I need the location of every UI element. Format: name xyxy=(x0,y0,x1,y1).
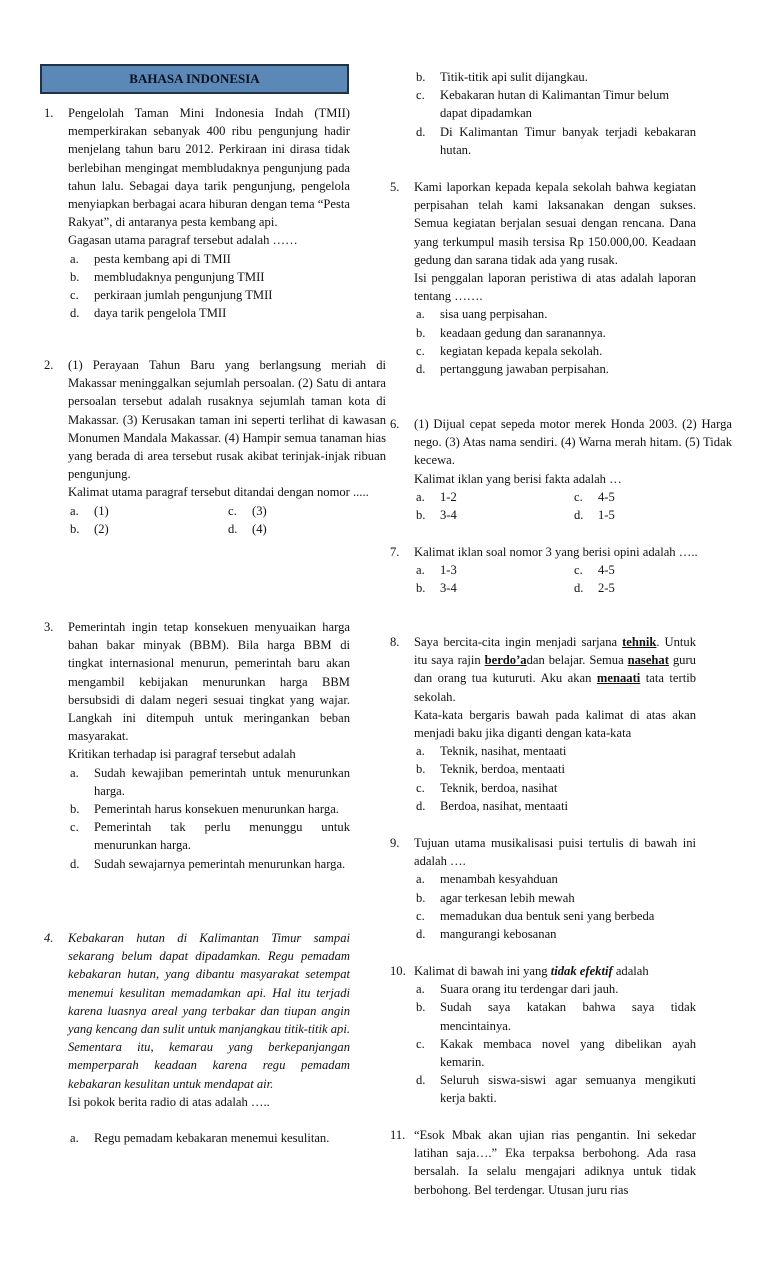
question-number: 7. xyxy=(390,545,400,559)
option-a[interactable]: a. 1-3 xyxy=(416,563,457,578)
option-c[interactable]: c. 4-5 xyxy=(574,489,615,504)
underlined-word-3: nasehat xyxy=(627,653,669,668)
question-prompt: Kalimat utama paragraf tersebut ditandai dengan nomor ..... xyxy=(68,485,369,500)
question-number: 11. xyxy=(390,1128,406,1142)
question-prompt: Kritikan terhadap isi paragraf tersebut adalah xyxy=(68,747,296,762)
option-a[interactable]: a. sisa uang perpisahan. xyxy=(416,307,548,322)
option-a[interactable]: a. pesta kembang api di TMII xyxy=(70,251,231,266)
option-b[interactable]: b. keadaan gedung dan saranannya. xyxy=(416,325,606,340)
question-number: 1. xyxy=(44,106,54,120)
question-10 xyxy=(390,962,696,1108)
option-c[interactable]: c. Teknik, berdoa, nasihat xyxy=(416,780,558,795)
option-d[interactable]: d. mangurangi kebosanan xyxy=(416,927,557,942)
question-prompt: Isi pokok berita radio di atas adalah ….. xyxy=(68,1094,270,1109)
question-4 xyxy=(44,929,350,1147)
option-c[interactable]: c. Pemerintah tak perlu menunggu untuk menurunkan harga. xyxy=(70,820,350,853)
question-prompt: Kalimat iklan yang berisi fakta adalah … xyxy=(414,471,622,486)
option-d[interactable]: d. Berdoa, nasihat, mentaati xyxy=(416,798,568,813)
question-prompt: Isi penggalan laporan peristiwa di atas adalah laporan tentang ……. xyxy=(414,271,696,304)
question-paragraph: (1) Perayaan Tahun Baru yang berlangsung meriah di Makassar meninggalkan sejumlah persoalan. (2) Satu di antara persoalan tersebut adalah rusaknya sejumlah taman kota di Makassar. (3) Kerusakan taman ini seperti terlihat di kawasan Monumen Mandala Makassar. (4) Hampir semua tanaman hias yang berada di area tersebut rusak akibat terinjak-injak ribuan pengunjung. xyxy=(68,358,386,482)
option-c[interactable]: c. kegiatan kepada kepala sekolah. xyxy=(416,343,603,358)
question-paragraph: Saya bercita-cita ingin menjadi sarjana tehnik. Untuk itu saya rajin berdo’adan belajar. Semua nasehat guru dan orang tua kuturuti. Aku akan menaati tata tertib sekolah. xyxy=(414,635,697,704)
options-row-2 xyxy=(68,520,386,538)
option-c[interactable]: c. memadukan dua bentuk seni yang berbeda xyxy=(416,908,655,923)
option-b[interactable]: b. agar terkesan lebih mewah xyxy=(416,890,575,905)
option-c[interactable]: c. (3) xyxy=(228,503,267,518)
option-c[interactable]: c. 4-5 xyxy=(574,563,615,578)
option-a[interactable]: a. Suara orang itu terdengar dari jauh. xyxy=(416,982,619,997)
option-c[interactable]: c. perkiraan jumlah pengunjung TMII xyxy=(70,288,273,303)
question-number: 9. xyxy=(390,836,400,850)
options-row-1 xyxy=(414,488,732,506)
option-d[interactable]: d. pertanggung jawaban perpisahan. xyxy=(416,362,609,377)
question-paragraph: Kami laporkan kepada kepala sekolah bahwa kegiatan perpisahan telah kami laksanakan dengan sukses. Semua kegiatan berjalan sesuai dengan rencana. Dana yang terkumpul masih tersisa Rp 150.000,00. Keadaan gedung dan sarana tidak ada yang rusak. xyxy=(414,180,696,267)
question-paragraph: Pemerintah ingin tetap konsekuen menyuaikan harga bahan bakar minyak (BBM). Bila harga BBM di tingkat internasional menurun, pemerintah baru akan mengambil kebijakan menurunkan harga BBM bersubsidi di dalam negeri sesuai tingkat yang wajar. Langkah ini ditempuh untuk meringankan beban masyarakat. xyxy=(68,620,350,744)
option-d[interactable]: d. 2-5 xyxy=(574,581,615,596)
question-paragraph: Kebakaran hutan di Kalimantan Timur sampai sekarang belum dapat dipadamkan. Regu pemadam kebakaran hutan, yang dibantu masyarakat setempat menemui kesulitan memadamkan api. Hal itu terjadi karena luasnya areal yang terbakar dan tiupan angin yang kencang dan sulit untuk manjangkau titik-titik api. Sementara itu, kemarau yang berkepanjangan memperparah keadaan karena regu pemadam kebakaran kesulitan untuk mendapat air. xyxy=(68,931,350,1091)
underlined-word-1: tehnik xyxy=(622,635,657,649)
question-2 xyxy=(44,356,386,538)
option-a[interactable]: a. Sudah kewajiban pemerintah untuk menurunkan harga. xyxy=(70,765,350,798)
option-d[interactable]: d. Di Kalimantan Timur banyak terjadi kebakaran hutan. xyxy=(416,124,696,157)
underlined-word-2: berdo’a xyxy=(484,653,527,668)
question-paragraph: “Esok Mbak akan ujian rias pengantin. Ini sekedar latihan saja….” Eka terpaksa berbohong. Ada rasa bersalah. Ia selalu mengajari adiknya untuk tidak berbohong. Bel terdengar. Utusan juru rias xyxy=(414,1128,696,1197)
question-9 xyxy=(390,834,696,943)
option-b[interactable]: b. membludaknya pengunjung TMII xyxy=(70,269,265,284)
option-b[interactable]: b. (2) xyxy=(70,521,109,536)
emphasis-text: tidak efektif xyxy=(550,964,613,978)
option-a[interactable]: a. Regu pemadam kebakaran menemui kesulitan. xyxy=(70,1131,330,1146)
options-row-1 xyxy=(68,502,386,520)
question-8 xyxy=(390,633,696,815)
question-number: 4. xyxy=(44,931,54,945)
question-6 xyxy=(390,415,732,524)
question-prompt: Kata-kata bergaris bawah pada kalimat di atas akan menjadi baku jika diganti dengan kata-kata xyxy=(414,707,696,741)
question-number: 3. xyxy=(44,620,54,634)
question-3 xyxy=(44,618,350,873)
option-d[interactable]: d. 1-5 xyxy=(574,508,615,523)
question-number: 10. xyxy=(390,964,406,978)
option-d[interactable]: d. Sudah sewajarnya pemerintah menurunkan harga. xyxy=(70,856,346,871)
option-a[interactable]: a. menambah kesyahduan xyxy=(416,872,558,887)
option-b[interactable]: b. Sudah saya katakan bahwa saya tidak mencintainya. xyxy=(416,1000,696,1033)
question-paragraph: Kalimat iklan soal nomor 3 yang berisi opini adalah ….. xyxy=(414,545,698,559)
question-paragraph: Pengelolah Taman Mini Indonesia Indah (TMII) memperkirakan sebanyak 400 ribu pengunjung hadir menjelang tahun baru 2012. Perkiraan ini dirasa tidak berlebihan mengingat membludaknya pengunjung pada tahun lalu. Sebagai daya tarik pengunjung, pengelola menyiapkan berbagai acara hiburan dengan tema “Pesta Rakyat”, di antaranya pesta kembang api. xyxy=(68,106,350,230)
question-11 xyxy=(390,1126,696,1199)
options-row-2 xyxy=(414,506,732,524)
option-d[interactable]: d. daya tarik pengelola TMII xyxy=(70,306,227,321)
question-prompt: Gagasan utama paragraf tersebut adalah …… xyxy=(68,233,298,248)
subject-title: BAHASA INDONESIA xyxy=(40,64,349,94)
option-b[interactable]: b. Titik-titik api sulit dijangkau. xyxy=(416,70,588,84)
option-c[interactable]: c. Kebakaran hutan di Kalimantan Timur belum dapat dipadamkan xyxy=(416,88,670,121)
question-number: 5. xyxy=(390,180,400,194)
option-d[interactable]: d. Seluruh siswa-siswi agar semuanya mengikuti kerja bakti. xyxy=(416,1073,696,1106)
question-4-continued xyxy=(390,68,696,159)
option-b[interactable]: b. Teknik, berdoa, mentaati xyxy=(416,762,566,777)
option-b[interactable]: b. Pemerintah harus konsekuen menurunkan harga. xyxy=(70,802,339,817)
option-a[interactable]: a. (1) xyxy=(70,503,109,518)
underlined-word-4: menaati xyxy=(596,671,641,686)
question-1 xyxy=(44,104,350,322)
option-a[interactable]: a. Teknik, nasihat, mentaati xyxy=(416,744,567,759)
question-number: 6. xyxy=(390,417,400,431)
option-c[interactable]: c. Kakak membaca novel yang dibelikan ayah kemarin. xyxy=(416,1036,696,1070)
question-prompt: Kalimat di bawah ini yang tidak efektif adalah xyxy=(414,964,649,978)
options-row-2 xyxy=(414,579,732,597)
question-number: 8. xyxy=(390,635,400,649)
question-number: 2. xyxy=(44,358,54,372)
option-b[interactable]: b. 3-4 xyxy=(416,508,457,523)
option-a[interactable]: a. 1-2 xyxy=(416,489,457,504)
option-d[interactable]: d. (4) xyxy=(228,521,267,536)
question-paragraph: (1) Dijual cepat sepeda motor merek Honda 2003. (2) Harga nego. (3) Atas nama sendiri. (4) Warna merah hitam. (5) Tidak kecewa. xyxy=(414,417,732,468)
question-paragraph: Tujuan utama musikalisasi puisi tertulis di bawah ini adalah …. xyxy=(414,836,696,869)
option-b[interactable]: b. 3-4 xyxy=(416,581,457,596)
options-row-1 xyxy=(414,561,732,579)
question-5 xyxy=(390,178,696,378)
question-7 xyxy=(390,543,696,598)
